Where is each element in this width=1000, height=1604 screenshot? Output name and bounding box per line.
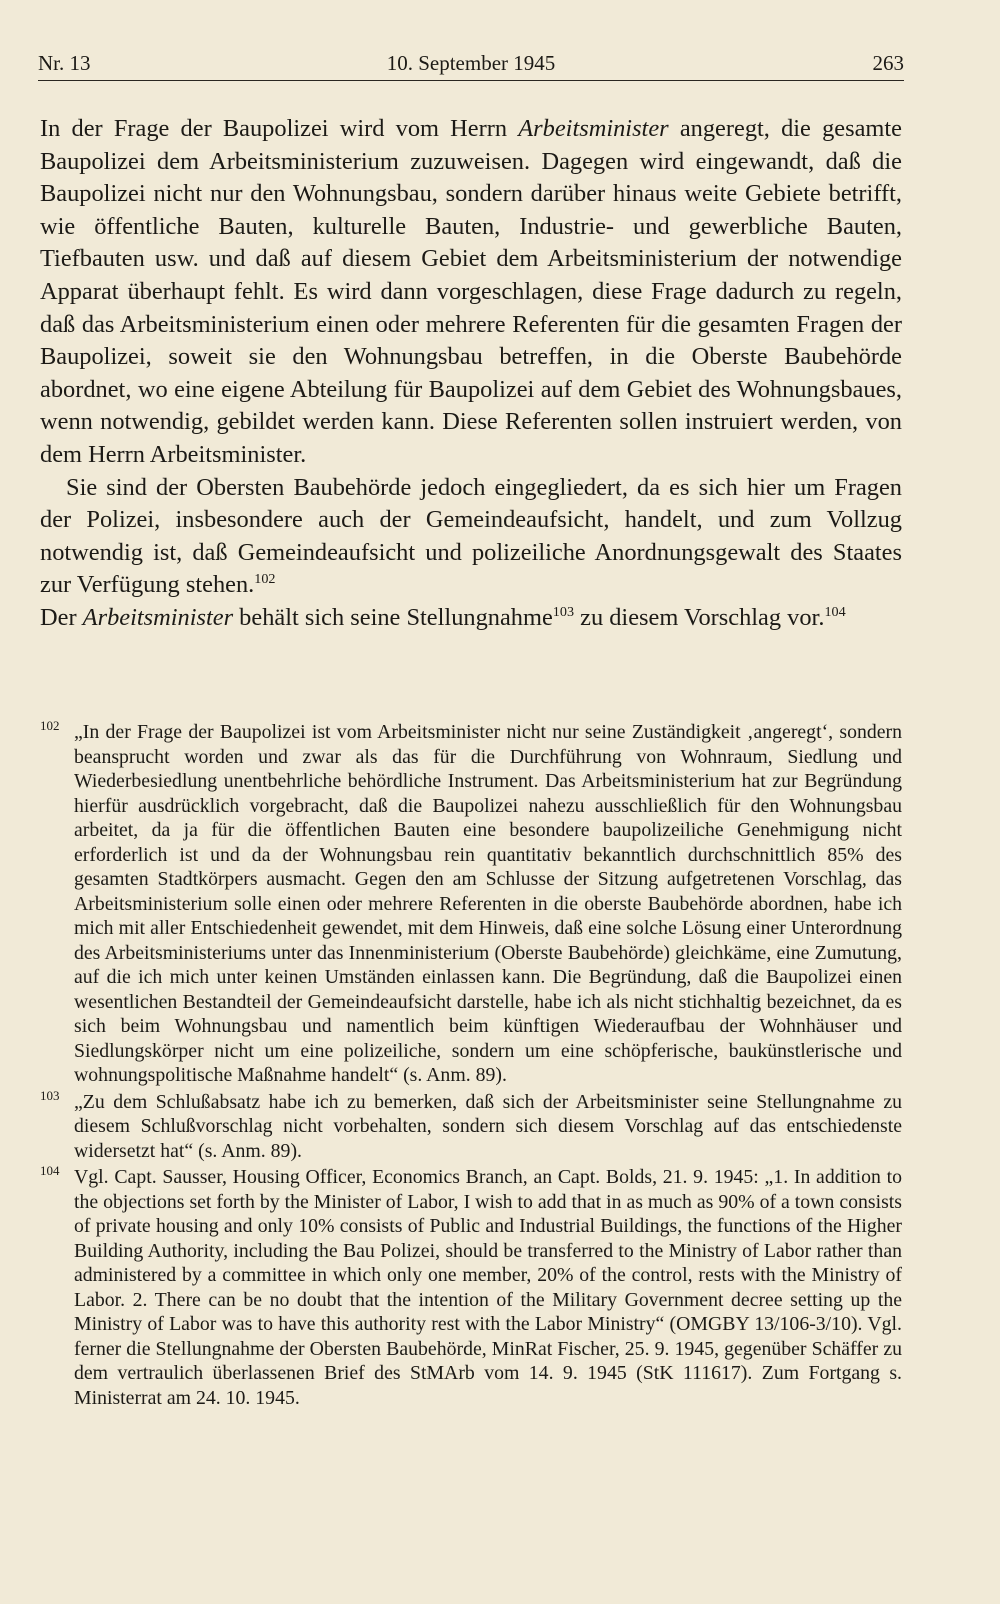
main-text <box>40 113 902 635</box>
footnote-104 <box>40 1165 902 1410</box>
footnote-ref-104[interactable]: 104 <box>824 603 846 620</box>
footnote-text: „In der Frage der Baupolizei ist vom Arbeitsminister nicht nur seine Zuständigkeit ‚angeregt‘, sondern beansprucht worden und zwar als das für die Durchführung von Wohnraum, Siedlung und Wiederbesiedlung unentbehrliche behördliche Instrument. Das Arbeitsministerium hat zur Begründung hierfür ausdrücklich vorgebracht, daß die Baupolizei nahezu ausschließlich für den Wohnungsbau arbeitet, da ja für die öffentlichen Bauten eine besondere baupolizeiliche Genehmigung nicht erforderlich ist und da der Wohnungsbau rein quantitativ bekanntlich durchschnittlich 85% des gesamten Stadtkörpers ausmacht. Gegen den am Schlusse der Sitzung aufgetretenen Vorschlag, das Arbeitsministerium solle einen oder mehrere Referenten in die oberste Baubehörde abordnen, habe ich mich mit aller Entschiedenheit gewendet, mit dem Hinweis, daß eine solche Lösung einer Unterordnung des Arbeitsministeriums unter das Innenministerium (Oberste Baubehörde) gleichkäme, eine Zumutung, auf die ich mich unter keinen Umständen einlassen kann. Die Begründung, daß die Baupolizei einen wesentlichen Bestandteil der Gemeindeaufsicht darstelle, habe ich als nicht stichhaltig bezeichnet, da es sich beim Wohnungsbau und namentlich beim künftigen Wiederaufbau der Wohnhäuser und Siedlungskörper nicht um eine polizeiliche, sondern um eine schöpferische, baukünstlerische und wohnungspolitische Maßnahme handelt“ (s. Anm. 89). <box>74 721 902 1086</box>
footnote-number: 102 <box>40 718 60 733</box>
paragraph-2 <box>40 472 902 602</box>
page-number: 263 <box>872 51 904 75</box>
p1-text-a: In der Frage der Baupolizei wird vom Herrn <box>40 115 519 142</box>
footnote-ref-102[interactable]: 102 <box>254 571 276 588</box>
p3-text-b: behält sich seine Stellungnahme <box>233 603 553 631</box>
paragraph-1 <box>40 113 902 472</box>
header-rule <box>38 80 904 81</box>
p3-text-a: Der <box>40 603 83 631</box>
footnote-text: „Zu dem Schlußabsatz habe ich zu bemerken, daß sich der Arbeitsminister seine Stellungnahme zu diesem Schlußvorschlag nicht vorbehalten, sondern sich diesem Vorschlag auf das entschiedenste widersetzt hat“ (s. Anm. 89). <box>74 1090 902 1162</box>
footnotes <box>40 720 902 1412</box>
header-date: 10. September 1945 <box>386 51 556 75</box>
footnote-ref-103[interactable]: 103 <box>552 603 575 620</box>
footnote-number: 103 <box>40 1087 60 1103</box>
paragraph-3 <box>40 602 902 635</box>
footnote-text: Vgl. Capt. Sausser, Housing Officer, Economics Branch, an Capt. Bolds, 21. 9. 1945: „1. In addition to the objections set forth by the Minister of Labor, I wish to add that in as much as 90% of a town consists of private housing and only 10% consists of Public and Industrial Buildings, the functions of the Higher Building Authority, including the Bau Polizei, should be transferred to the Ministry of Labor rather than administered by a committee in which only one member, 20% of the control, rests with the Ministry of Labor. 2. There can be no doubt that the intention of the Military Government decree setting up the Ministry of Labor was to have this authority rest with the Labor Ministry“ (OMGBY 13/106-3/10). Vgl. ferner die Stellungnahme der Obersten Baubehörde, MinRat Fischer, 25. 9. 1945, gegenüber Schäffer zu dem vertraulich überlassenen Brief des StMArb vom 14. 9. 1945 (StK 111617). Zum Fortgang s. Ministerrat am 24. 10. 1945. <box>74 1166 902 1409</box>
p1-italic-term: Arbeitsminister <box>518 115 669 142</box>
p3-italic-term: Arbeitsminister <box>82 603 234 631</box>
p1-text-b: angeregt, die gesamte Baupolizei dem Arbeitsministerium zuzuweisen. Dagegen wird eingewandt, daß die Baupolizei nicht nur den Wohnungsbau, sondern darüber hinaus weite Gebiete betrifft, wie öffentliche Bauten, kulturelle Bauten, Industrie- und gewerbliche Bauten, Tiefbauten usw. und daß auf diesem Gebiet dem Arbeitsministerium der notwendige Apparat überhaupt fehlt. Es wird dann vorgeschlagen, diese Frage dadurch zu regeln, daß das Arbeitsministerium einen oder mehrere Referenten für die gesamten Fragen der Baupolizei, soweit sie den Wohnungsbau betreffen, in die Oberste Baubehörde abordnet, wo eine eigene Abteilung für Baupolizei auf dem Gebiet des Wohnungsbaues, wenn notwendig, gebildet werden kann. Diese Referenten sollen instruiert werden, von dem Herrn Arbeitsminister. <box>40 115 902 468</box>
footnote-102 <box>40 720 902 1088</box>
p3-text-c: zu diesem Vorschlag vor. <box>574 603 825 631</box>
running-header <box>38 46 904 80</box>
footnote-103 <box>40 1087 902 1164</box>
issue-number: Nr. 13 <box>38 51 91 75</box>
p2-text: Sie sind der Obersten Baubehörde jedoch eingegliedert, da es sich hier um Fragen der Polizei, insbesondere auch der Gemeindeaufsicht, handelt, und zum Vollzug notwendig ist, daß Gemeindeaufsicht und polizeiliche Anordnungsgewalt des Staates zur Verfügung stehen. <box>40 473 902 599</box>
footnote-number: 104 <box>40 1163 60 1178</box>
